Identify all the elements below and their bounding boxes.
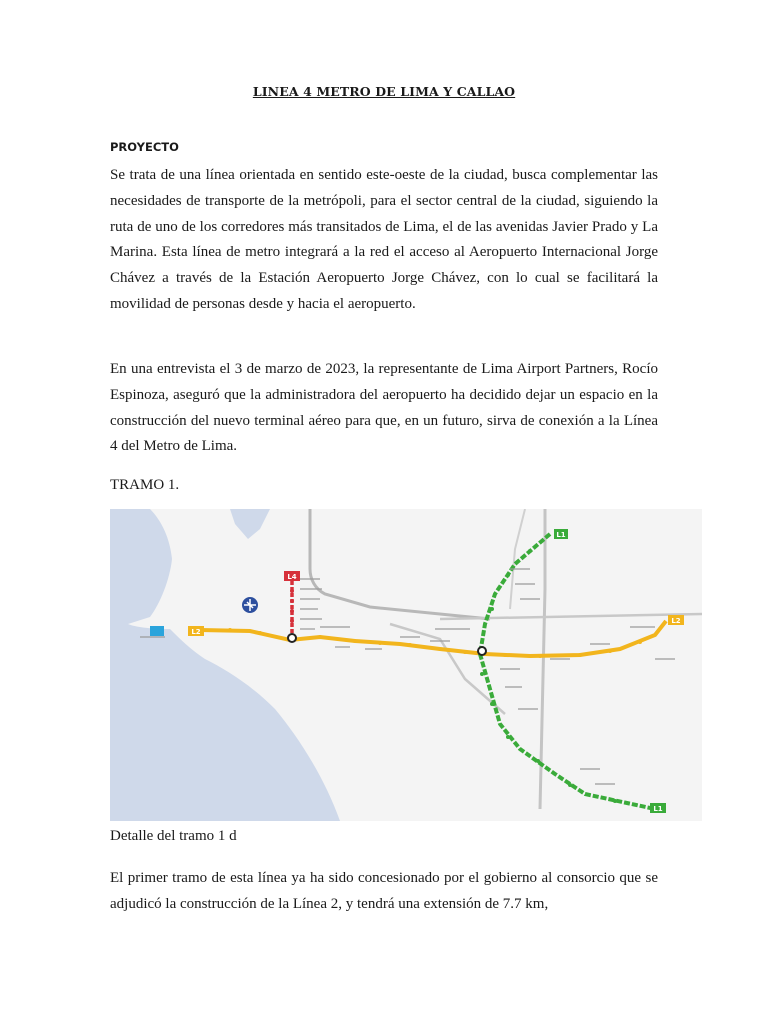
map-caption: Detalle del tramo 1 d xyxy=(110,828,237,844)
badge-l2-text: L2 xyxy=(191,628,201,636)
badge-l2-east-text: L2 xyxy=(671,617,681,625)
badge-l4-text: L4 xyxy=(287,573,297,581)
document-title: LINEA 4 METRO DE LIMA Y CALLAO xyxy=(252,84,516,99)
paragraph-interview: En una entrevista el 3 de marzo de 2023, la representante de Lima Airport Partners, Rocío Espinoza, aseguró que la administradora del aeropuerto ha decidido dejar un espacio en la construcción del nuevo terminal aéreo para que, en un futuro, sirva de conexión a la Línea 4 del Metro de Lima. xyxy=(110,361,658,455)
metro-map-svg xyxy=(110,509,702,821)
paragraph-tramo-1: El primer tramo de esta línea ya ha sido concesionado por el gobierno al consorcio que se adjudicó la construcción de la Línea 2, y tendrá una extensión de 7.7 km, xyxy=(110,870,658,912)
section-label: PROYECTO xyxy=(110,140,179,154)
metro-map-image xyxy=(110,509,702,821)
port-icon xyxy=(150,626,164,636)
paragraph-intro: Se trata de una línea orientada en sentido este-oeste de la ciudad, busca complementar las necesidades de transporte de la metrópoli, para el sector central de la ciudad, siguiendo la ruta de uno de los corredores más transitados de Lima, el de las avenidas Javier Prado y La Marina. Esta línea de metro integrará a la red el acceso al Aeropuerto Internacional Jorge Chávez a través de la Estación Aeropuerto Jorge Chávez, con lo cual se facilitará la movilidad de personas desde y hacia el aeropuerto. xyxy=(110,167,658,312)
interchange-marker xyxy=(478,647,486,655)
badge-l1-top-text: L1 xyxy=(556,531,566,539)
tramo-heading: TRAMO 1. xyxy=(110,477,180,493)
airport-interchange-marker xyxy=(288,634,296,642)
badge-l1-bottom-text: L1 xyxy=(653,805,663,813)
